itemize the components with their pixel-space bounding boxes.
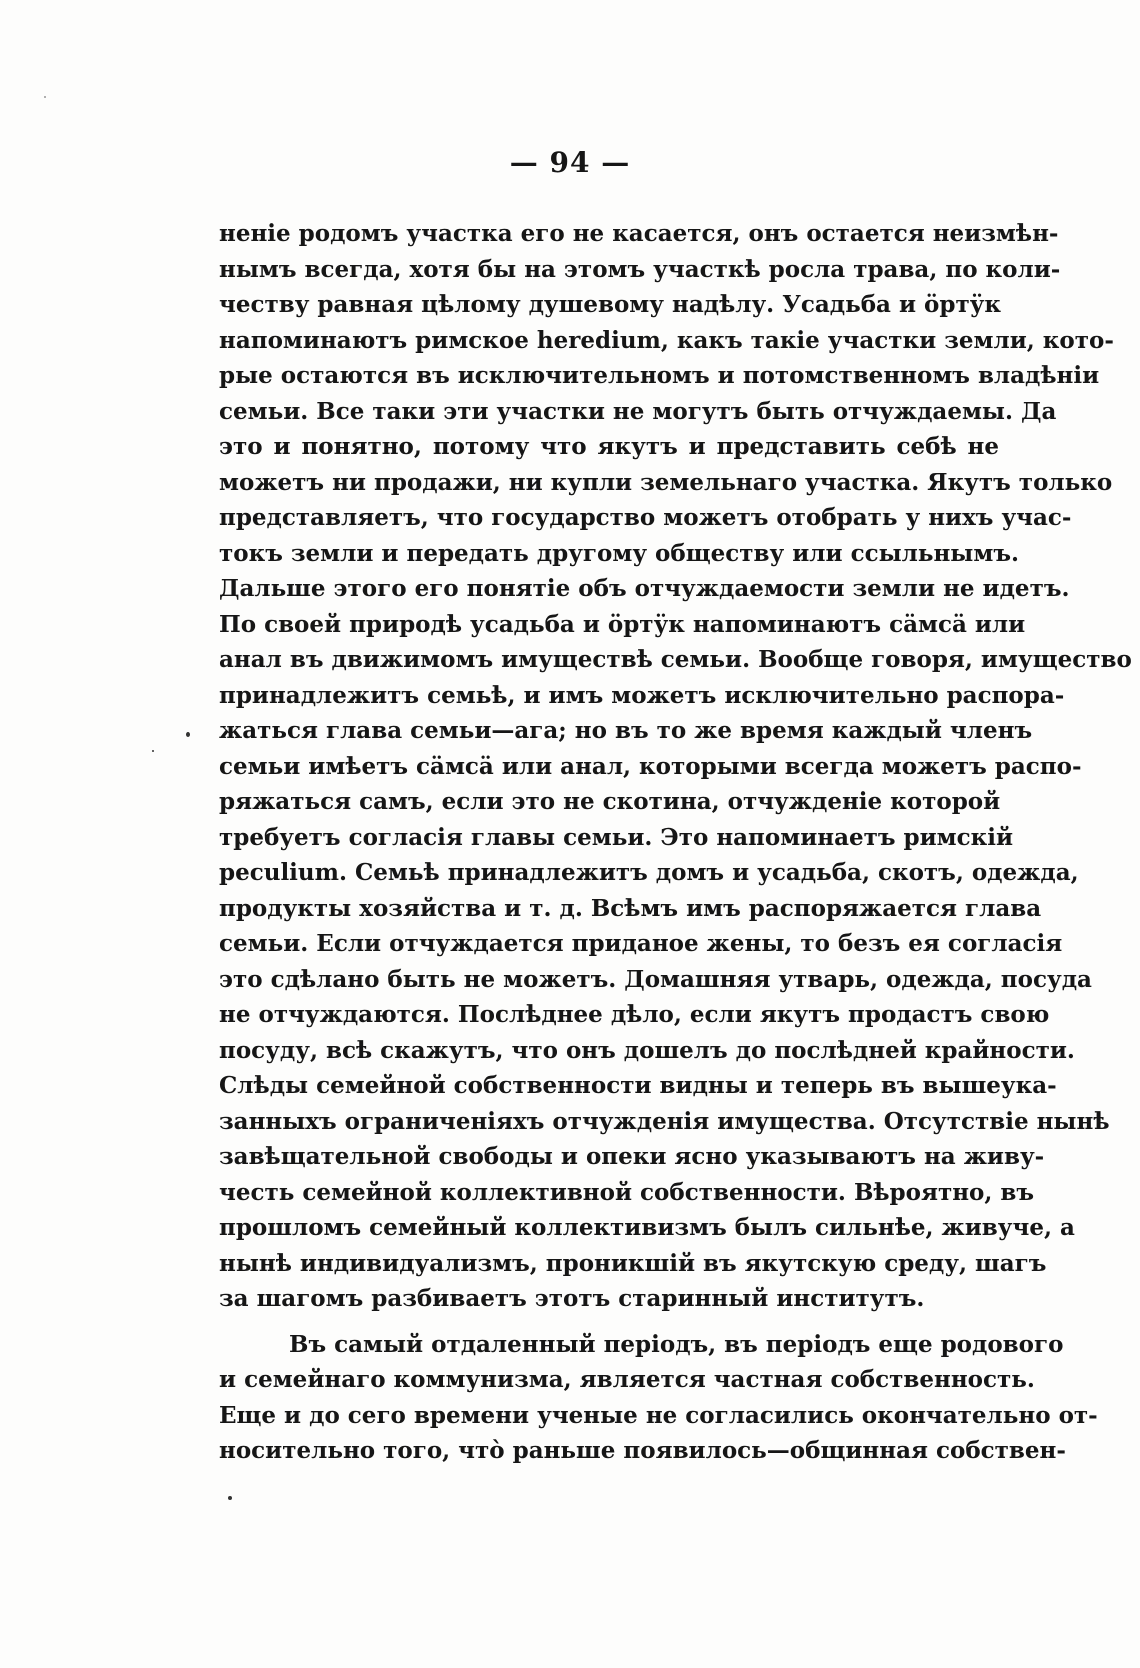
text-line: честь семейной коллективной собственности. Вѣроятно, въ	[219, 1178, 1035, 1206]
text-line: семьи. Все таки эти участки не могутъ быть отчуждаемы. Да	[219, 397, 1057, 425]
text-line: жаться глава семьи—ага; но въ то же время каждый членъ	[219, 717, 1033, 744]
text-line: не отчуждаются. Послѣднее дѣло, если якутъ продастъ свою	[219, 1001, 1050, 1028]
text-line: рые остаются въ исключительномъ и потомственномъ владѣніи	[219, 362, 1100, 389]
paragraph-gap	[219, 1317, 999, 1327]
text-line: посуду, всѣ скажутъ, что онъ дошелъ до послѣдней крайности.	[219, 1036, 1075, 1064]
text-line: можетъ ни продажи, ни купли земельнаго участка. Якутъ только	[219, 468, 1113, 496]
text-line: нымъ всегда, хотя бы на этомъ участкѣ росла трава, по коли-	[219, 255, 1061, 283]
scan-speck	[152, 750, 154, 752]
body-text	[219, 216, 1132, 1469]
text-line: за шагомъ разбиваетъ этотъ старинный институтъ.	[219, 1285, 925, 1312]
text-line: продукты хозяйства и т. д. Всѣмъ имъ распоряжается глава	[219, 894, 1042, 922]
text-line: носительно того, что̀ раньше появилось—общинная собствен-	[219, 1437, 1066, 1464]
scan-speck	[186, 732, 190, 737]
text-line: Дальше этого его понятіе объ отчуждаемости земли не идетъ.	[219, 575, 1070, 602]
text-line: и семейнаго коммунизма, является частная собственность.	[219, 1366, 1035, 1393]
text-line: Еще и до сего времени ученые не согласились окончательно от-	[219, 1401, 1098, 1429]
text-line: это сдѣлано быть не можетъ. Домашняя утварь, одежда, посуда	[219, 965, 1092, 993]
paragraph-2	[219, 1327, 1098, 1469]
text-line: семьи. Если отчуждается приданое жены, то безъ ея согласія	[219, 930, 1063, 957]
text-line: это и понятно, потому что якутъ и представить себѣ не	[219, 433, 999, 460]
page-number: — 94 —	[509, 146, 631, 179]
text-line: анал въ движимомъ имуществѣ семьи. Вообще говоря, имущество	[219, 646, 1132, 673]
text-line: требуетъ согласія главы семьи. Это напоминаетъ римскій	[219, 823, 1014, 851]
text-line: Въ самый отдаленный періодъ, въ періодъ еще родового	[289, 1330, 1064, 1358]
text-line: нынѣ индивидуализмъ, проникшій въ якутскую среду, шагъ	[219, 1249, 1047, 1277]
text-line: По своей природѣ усадьба и ӧртӱк напоминаютъ сӓмсӓ или	[219, 610, 1026, 638]
text-line: занныхъ ограниченіяхъ отчужденія имущества. Отсутствіе нынѣ	[219, 1107, 1110, 1135]
text-line: завѣщательной свободы и опеки ясно указываютъ на живу-	[219, 1143, 1045, 1170]
text-line: прошломъ семейный коллективизмъ былъ сильнѣе, живуче, а	[219, 1214, 1075, 1241]
text-line: честву равная цѣлому душевому надѣлу. Усадьба и ӧртӱк	[219, 291, 1002, 318]
text-line: неніе родомъ участка его не касается, онъ остается неизмѣн-	[219, 220, 1059, 247]
text-line: peculium. Семьѣ принадлежитъ домъ и усадьба, скотъ, одежда,	[219, 859, 1079, 886]
text-line: ряжаться самъ, если это не скотина, отчужденіе которой	[219, 788, 1001, 815]
text-line: Слѣды семейной собственности видны и теперь въ вышеука-	[219, 1072, 1057, 1099]
text-line: напоминаютъ римское heredium, какъ такіе участки земли, кото-	[219, 326, 1114, 354]
scan-speck	[228, 1496, 232, 1500]
text-line: токъ земли и передать другому обществу или ссыльнымъ.	[219, 539, 1019, 567]
text-line: представляетъ, что государство можетъ отобрать у нихъ учас-	[219, 504, 1072, 531]
text-line: принадлежитъ семьѣ, и имъ можетъ исключительно распора-	[219, 681, 1065, 709]
text-line: семьи имѣетъ сӓмсӓ или анал, которыми всегда можетъ распо-	[219, 752, 1082, 780]
paragraph-1	[219, 216, 1132, 1317]
scan-speck	[44, 96, 46, 98]
